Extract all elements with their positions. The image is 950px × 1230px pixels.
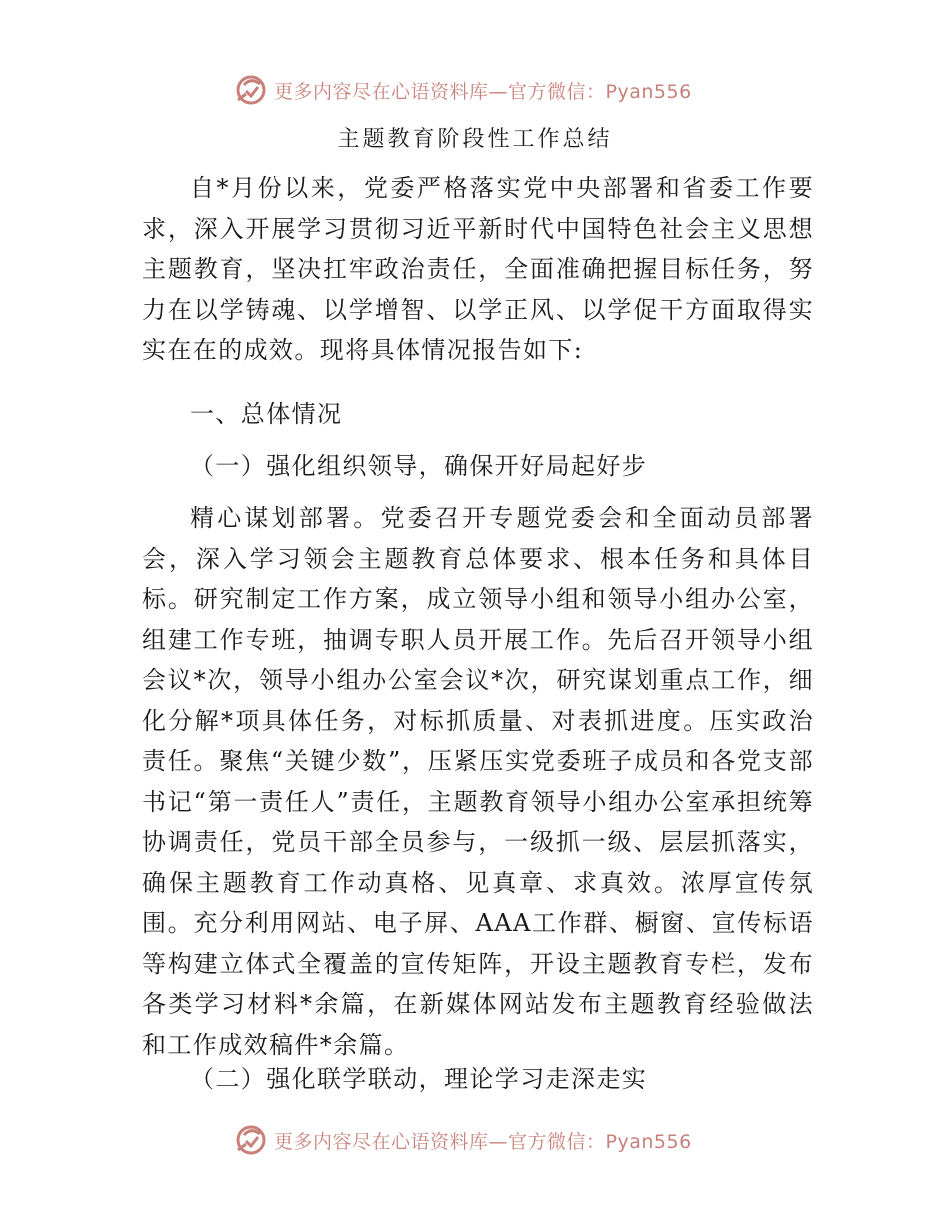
watermark-banner-top [234, 72, 692, 108]
watermark-text: 更多内容尽在心语资料库—官方微信：Pyan556 [274, 80, 692, 103]
subsection-body-block [142, 498, 814, 1065]
watermark-text: 更多内容尽在心语资料库—官方微信：Pyan556 [274, 1130, 692, 1153]
subsection-heading-study: （二）强化联学联动，理论学习走深走实 [190, 1065, 648, 1093]
section-heading-overview: 一、总体情况 [190, 400, 343, 428]
subsection-paragraph: 精心谋划部署。党委召开专题党委会和全面动员部署会，深入学习领会主题教育总体要求、根本任务和具体目标。研究制定工作方案，成立领导小组和领导小组办公室，组建工作专班，抽调专职人员开展工作。先后召开领导小组会议*次，领导小组办公室会议*次，研究谋划重点工作，细化分解*项具体任务，对标抓质量、对表抓进度。压实政治责任。聚焦“关键少数”，压紧压实党委班子成员和各党支部书记“第一责任人”责任，主题教育领导小组办公室承担统筹协调责任，党员干部全员参与，一级抓一级、层层抓落实，确保主题教育工作动真格、见真章、求真效。浓厚宣传氛围。充分利用网站、电子屏、AAA工作群、橱窗、宣传标语等构建立体式全覆盖的宣传矩阵，开设主题教育专栏，发布各类学习材料*余篇，在新媒体网站发布主题教育经验做法和工作成效稿件*余篇。 [142, 504, 814, 1059]
intro-paragraph-block [142, 168, 814, 371]
brand-logo-icon [234, 73, 268, 107]
watermark-banner-bottom [234, 1122, 692, 1158]
subsection-heading-leadership: （一）强化组织领导，确保开好局起好步 [190, 452, 648, 480]
document-title: 主题教育阶段性工作总结 [337, 127, 613, 152]
brand-logo-icon [234, 1123, 268, 1157]
intro-paragraph: 自*月份以来，党委严格落实党中央部署和省委工作要求，深入开展学习贯彻习近平新时代中国特色社会主义思想主题教育，坚决扛牢政治责任，全面准确把握目标任务，努力在以学铸魂、以学增智、以学正风、以学促干方面取得实实在在的成效。现将具体情况报告如下: [142, 174, 814, 364]
